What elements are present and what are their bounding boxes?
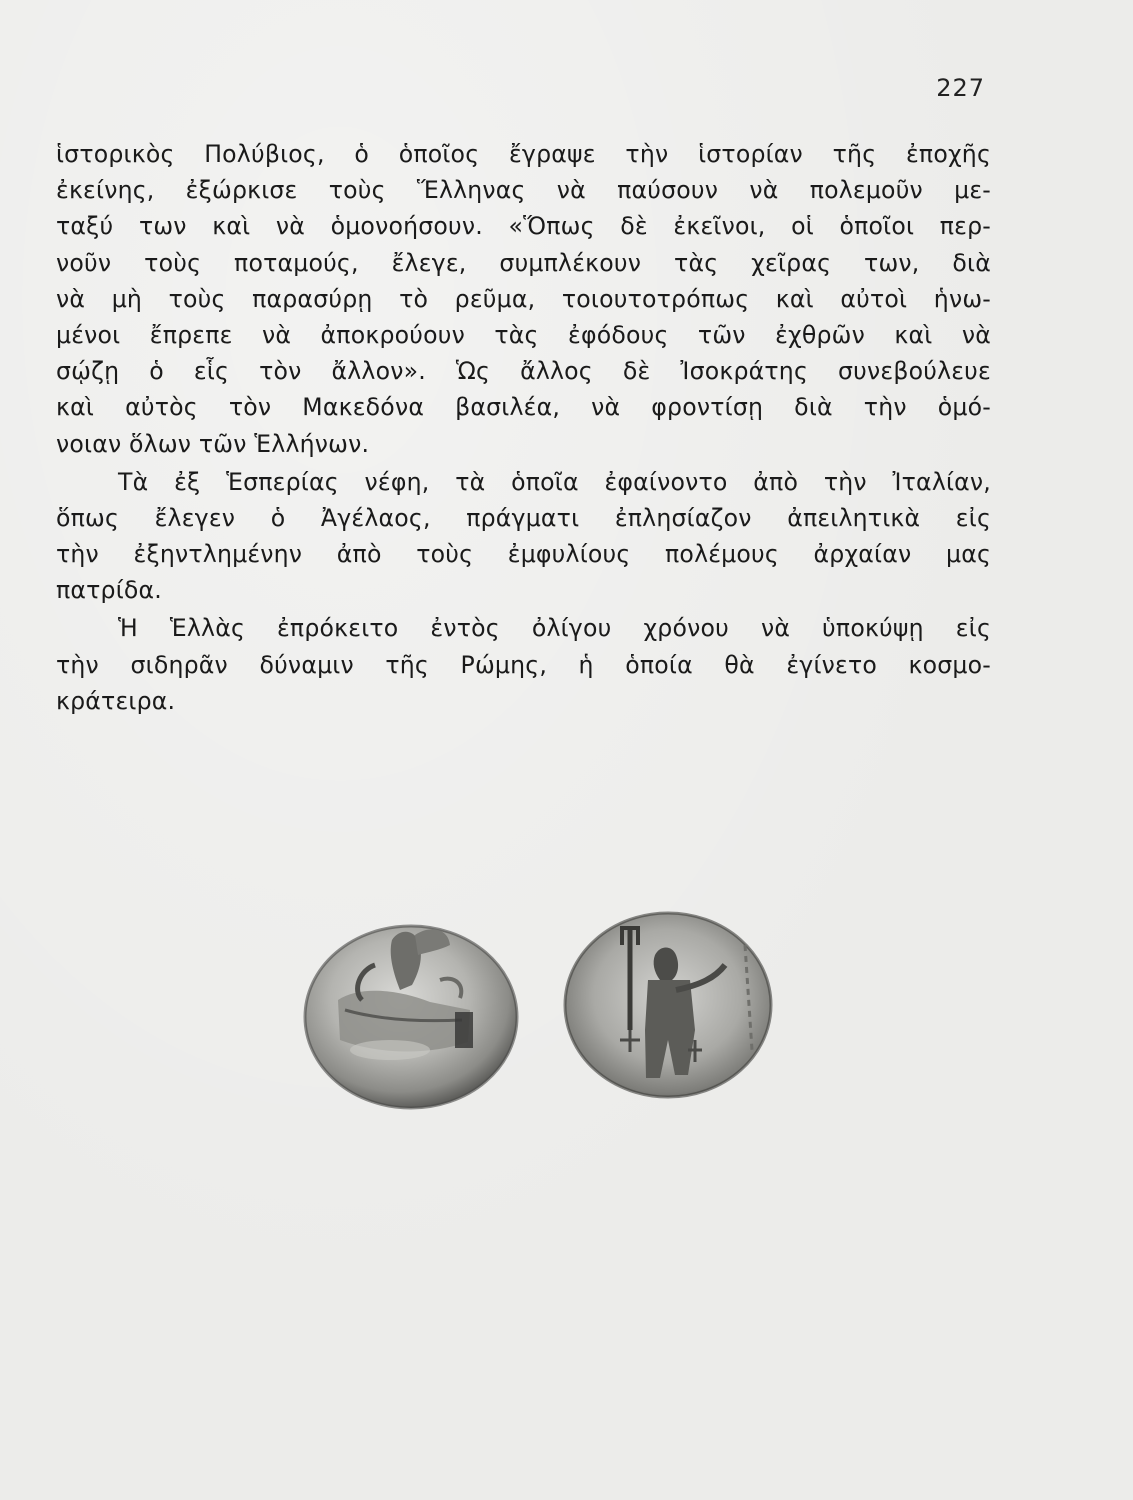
coin-obverse (305, 926, 517, 1108)
text-line: κράτειρα. (56, 686, 176, 715)
text-line: νὰ μὴ τοὺς παρασύρῃ τὸ ρεῦμα, τοιουτοτρόπως καὶ αὐτοὶ ἡνω- (56, 284, 991, 313)
text-line: ἐκείνης, ἐξώρκισε τοὺς Ἕλληνας νὰ παύσουν νὰ πολεμοῦν με- (56, 176, 991, 205)
text-line: Ἡ Ἑλλὰς ἐπρόκειτο ἐντὸς ὀλίγου χρόνου νὰ ὑποκύψῃ εἰς (118, 614, 991, 643)
text-line: σῴζῃ ὁ εἷς τὸν ἄλλον». Ὡς ἄλλος δὲ Ἰσοκράτης συνεβούλευε (56, 357, 991, 386)
text-line: καὶ αὐτὸς τὸν Μακεδόνα βασιλέα, νὰ φροντίσῃ διὰ τὴν ὁμό- (56, 393, 991, 422)
text-line: νοῦν τοὺς ποταμούς, ἔλεγε, συμπλέκουν τὰς χεῖρας των, διὰ (56, 248, 991, 277)
text-line: Τὰ ἐξ Ἑσπερίας νέφη, τὰ ὁποῖα ἐφαίνοντο ἀπὸ τὴν Ἰταλίαν, (118, 467, 991, 496)
text-line: πατρίδα. (56, 576, 163, 605)
text-line: ὅπως ἔλεγεν ὁ Ἀγέλαος, πράγματι ἐπλησίαζον ἀπειλητικὰ εἰς (56, 503, 991, 532)
text-line: ταξύ των καὶ νὰ ὁμονοήσουν. «Ὅπως δὲ ἐκεῖνοι, οἱ ὁποῖοι περ- (56, 212, 991, 241)
text-line: τὴν ἐξηντλημένην ἀπὸ τοὺς ἐμφυλίους πολέμους ἀρχαίαν μας (56, 540, 991, 569)
body-text (56, 136, 991, 719)
text-line: μένοι ἔπρεπε νὰ ἀποκρούουν τὰς ἐφόδους τῶν ἐχθρῶν καὶ νὰ (56, 320, 991, 349)
text-line: τὴν σιδηρᾶν δύναμιν τῆς Ρώμης, ἡ ὁποία θὰ ἐγίνετο κοσμο- (56, 650, 991, 679)
coin-reverse (565, 913, 771, 1097)
text-line: ἱστορικὸς Πολύβιος, ὁ ὁποῖος ἔγραψε τὴν ἱστορίαν τῆς ἐποχῆς (56, 140, 991, 168)
page-number: 227 (936, 74, 985, 102)
text-line: νοιαν ὅλων τῶν Ἑλλήνων. (56, 429, 370, 458)
